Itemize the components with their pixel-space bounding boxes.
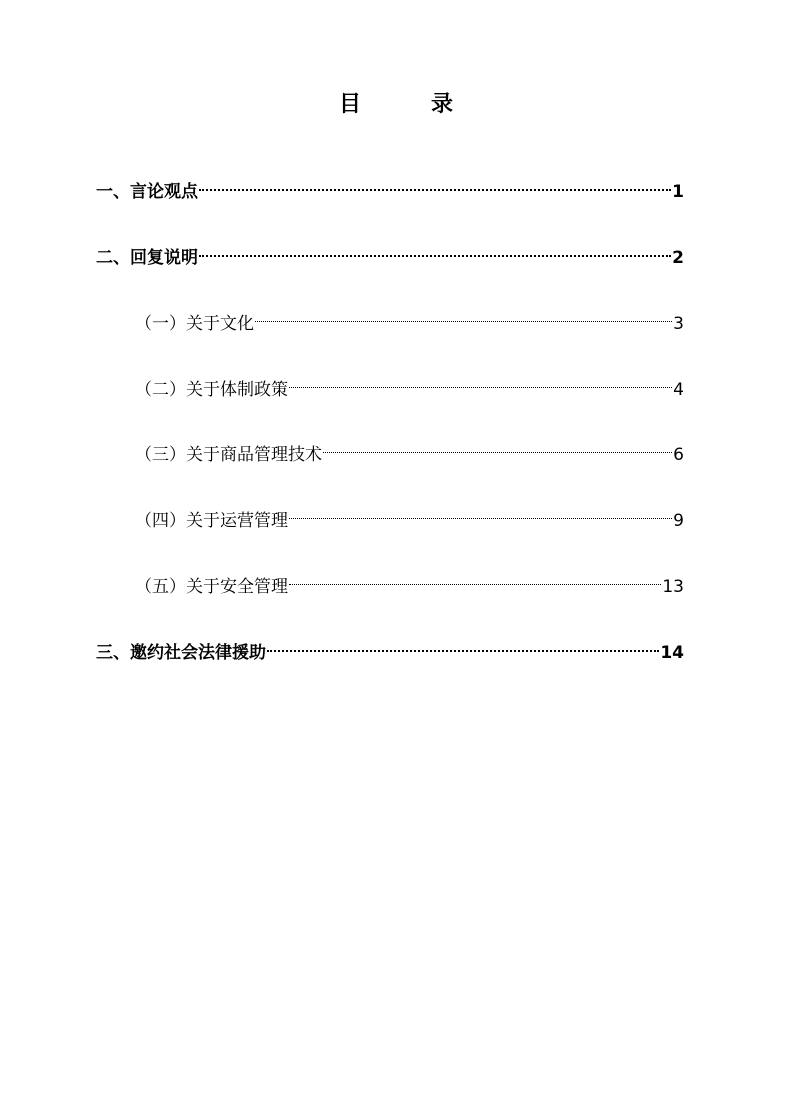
toc-entry-2-1[interactable] — [135, 303, 684, 334]
toc-entry-label: 三、邀约社会法律援助 — [96, 643, 266, 663]
toc-entry-label: （三）关于商品管理技术 — [135, 445, 322, 465]
toc-entry-label: （一）关于文化 — [135, 314, 254, 334]
toc-entry-page-number: 2 — [672, 248, 684, 268]
toc-entry-page-number: 9 — [673, 511, 684, 531]
toc-entry-2-3[interactable] — [135, 434, 684, 465]
toc-entry-page-number: 4 — [673, 380, 684, 400]
toc-entry-page-number: 6 — [673, 445, 684, 465]
toc-entry-page-number: 1 — [672, 182, 684, 202]
toc-entry-2-4[interactable] — [135, 500, 684, 531]
toc-entry-page-number: 14 — [660, 643, 684, 663]
toc-title: 目 录 — [338, 92, 477, 117]
toc-entry-page-number: 3 — [673, 314, 684, 334]
toc-entry-label: （二）关于体制政策 — [135, 380, 288, 400]
toc-entry-1[interactable] — [96, 171, 684, 202]
dot-leader — [199, 237, 671, 263]
dot-leader — [267, 632, 659, 658]
toc-entry-3[interactable] — [96, 632, 684, 663]
toc-entry-label: 二、回复说明 — [96, 248, 198, 268]
dot-leader — [323, 434, 672, 460]
dot-leader — [199, 171, 671, 197]
toc-entry-2-2[interactable] — [135, 369, 684, 400]
dot-leader — [289, 369, 672, 395]
toc-entry-page-number: 13 — [662, 577, 684, 597]
toc-entry-label: 一、言论观点 — [96, 182, 198, 202]
toc-entry-2-5[interactable] — [135, 566, 684, 597]
toc-entry-label: （五）关于安全管理 — [135, 577, 288, 597]
toc-entry-label: （四）关于运营管理 — [135, 511, 288, 531]
dot-leader — [289, 500, 672, 526]
dot-leader — [255, 303, 672, 329]
toc-entry-2[interactable] — [96, 237, 684, 268]
dot-leader — [289, 566, 661, 592]
